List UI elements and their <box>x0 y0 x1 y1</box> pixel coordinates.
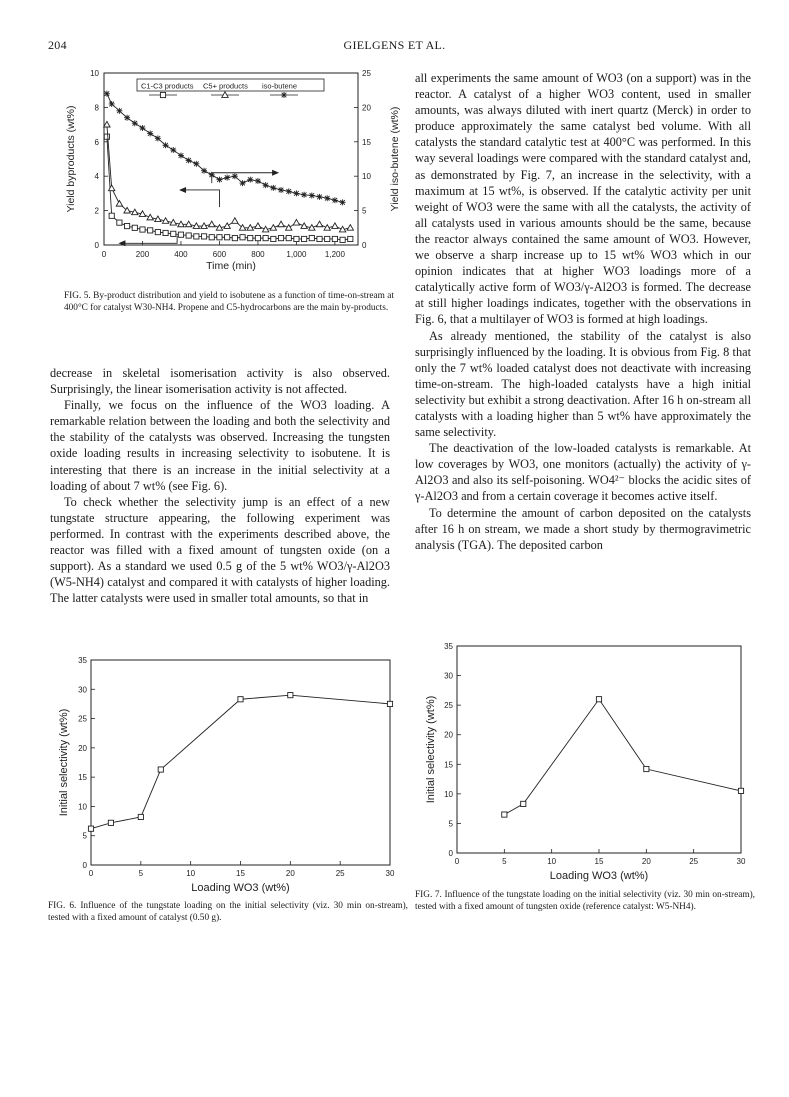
running-title: GIELGENS ET AL. <box>343 38 446 52</box>
y-tick-label: 0 <box>94 241 99 250</box>
y-axis-label: Initial selectivity (wt%) <box>425 695 437 804</box>
y-tick-label: 35 <box>78 656 87 665</box>
data-point <box>644 766 649 771</box>
y-tick-label: 10 <box>78 802 87 812</box>
figure-5-caption: FIG. 5. By-product distribution and yield to isobutene as a function of time-on-stream at 400°C for catalyst W30-NH4. Propene and C5-hydrocarbons are the main by-products. <box>64 291 394 313</box>
x-tick-label: 1,000 <box>286 250 307 259</box>
y-tick-label: 25 <box>78 714 87 724</box>
paragraph: decrease in skeletal isomerisation activity is also observed. Surprisingly, the linear isomerisation activity is not affected. <box>50 366 390 397</box>
paragraph: Finally, we focus on the influence of the WO3 loading. A remarkable relation between the loading and both the selectivity and the stability of the catalysts was observed. Increasing the tungsten oxide loading results in increasing selectivity to isobutene. It is interesting that there is an increase in the initial selectivity at a loading of about 7 wt% (see Fig. 6). <box>50 398 390 493</box>
x-tick-label: 30 <box>736 857 746 866</box>
data-point <box>738 788 743 793</box>
y-tick-label: 0 <box>448 849 453 858</box>
x-tick-label: 600 <box>212 250 227 259</box>
y-tick-label: 15 <box>78 773 87 783</box>
x-tick-label: 5 <box>138 869 144 878</box>
x-tick-label: 10 <box>547 857 557 866</box>
y2-tick-label: 15 <box>362 137 371 147</box>
x-tick-label: 400 <box>174 250 188 259</box>
x-axis-label: Loading WO3 (wt%) <box>549 870 649 882</box>
y-tick-label: 25 <box>444 701 453 711</box>
y-tick-label: 8 <box>94 103 99 113</box>
paragraph: As already mentioned, the stability of the catalyst is also surprisingly influenced by the loading. It is obvious from Fig. 8 that only the 7 wt% loaded catalyst does not deactivate with increasing time-on-stream. The high-loaded catalysts have a high initial selectivity but exhibit a strong deactivation. After 16 h on-stream all catalysts with a loading higher than 5 wt% have approximately the same selectivity. <box>415 328 751 440</box>
y-tick-label: 2 <box>94 206 99 216</box>
x-tick-label: 30 <box>385 869 395 878</box>
legend-entry: C5+ products <box>203 81 248 91</box>
y-tick-label: 10 <box>444 789 453 799</box>
x-tick-label: 0 <box>454 857 460 866</box>
x-tick-label: 25 <box>335 869 345 878</box>
x-tick-label: 15 <box>236 869 245 878</box>
x-tick-label: 5 <box>502 857 507 866</box>
y-tick-label: 30 <box>78 685 87 695</box>
x-tick-label: 25 <box>689 857 699 866</box>
y-axis-label: Yield byproducts (wt%) <box>65 105 77 213</box>
y-tick-label: 6 <box>94 137 99 147</box>
data-point <box>596 697 601 702</box>
x-tick-label: 1,200 <box>324 250 345 259</box>
y-axis-label: Initial selectivity (wt%) <box>58 708 70 817</box>
y2-axis-label: Yield iso-butene (wt%) <box>389 106 401 212</box>
x-tick-label: 200 <box>135 250 150 259</box>
x-tick-label: 15 <box>594 857 604 866</box>
y2-tick-label: 25 <box>362 69 371 78</box>
page-number: 204 <box>48 38 67 52</box>
figure-7-caption: FIG. 7. Influence of the tungstate loading on the initial selectivity (viz. 30 min on-stream), tested with a fixed amount of tungsten oxide (reference catalyst: W5-NH4). <box>415 890 755 912</box>
plot-frame <box>457 646 741 853</box>
y2-tick-label: 0 <box>362 241 367 250</box>
y-tick-label: 10 <box>90 69 99 78</box>
y-tick-label: 5 <box>448 819 453 829</box>
y-tick-label: 30 <box>444 671 453 681</box>
y2-tick-label: 10 <box>362 172 371 182</box>
y-tick-label: 20 <box>444 730 453 740</box>
x-tick-label: 0 <box>88 869 94 878</box>
y2-tick-label: 5 <box>362 206 367 216</box>
x-axis-label: Loading WO3 (wt%) <box>191 882 290 894</box>
y-tick-label: 0 <box>82 861 87 870</box>
paragraph: To check whether the selectivity jump is an effect of a new tungstate structure appearing, the following experiment was performed. In contrast with the experiments described above, the reactor was filled with a fixed amount of tungsten oxide (on a support). As a standard we used 0.5 g of the 5 wt% WO3/γ-Al2O3 (W5-NH4) catalyst and compared it with catalysts of higher loading. The latter catalysts were used in smaller total amounts, so that in <box>50 494 390 606</box>
y-tick-label: 35 <box>444 642 453 651</box>
paragraph: all experiments the same amount of WO3 (on a support) was in the reactor. A catalyst of a higher WO3 content, used in smaller amounts, was always diluted with inert quartz (Merck) in order to produce approximately the same catalyst bed volume. With all catalysts the standard catalytic test at 400°C was performed. In this way several loadings were compared with the standard catalyst and, as demonstrated by Fig. 7, an increase in the selectivity, with a maximum at 15 wt%, is observed. If the catalytic activity per unit weight of WO3 were the same with all the catalysts, the activity of all catalysts used in various amounts should be the same, because the reactor always contained the same amount of WO3. However, we observe a sharp increase up to 15 wt% WO3 which in our opinion indicates that at higher WO3 loadings more of a catalytically active form of WO3/γ-Al2O3 is formed. The decrease at still higher loadings indicates, together with the observations in Fig. 6, that a multilayer of WO3 is formed at high loadings. <box>415 71 751 327</box>
y-tick-label: 15 <box>444 760 453 770</box>
x-tick-label: 20 <box>641 857 651 866</box>
series-line <box>504 699 741 814</box>
y2-tick-label: 20 <box>362 103 371 113</box>
legend-entry: iso-butene <box>262 81 298 91</box>
x-tick-label: 10 <box>186 869 196 878</box>
x-tick-label: 20 <box>285 869 295 878</box>
data-point <box>502 812 507 817</box>
x-tick-label: 0 <box>101 250 107 259</box>
figure-6-caption: FIG. 6. Influence of the tungstate loading on the initial selectivity (viz. 30 min on-stream), tested with a fixed amount of catalyst (0.50 g). <box>48 901 408 923</box>
y-tick-label: 4 <box>94 172 99 182</box>
paragraph: The deactivation of the low-loaded catalysts is remarkable. At low coverages by WO3, one monitors (actually) the activity of γ-Al2O3 and also its self-poisoning. WO4²⁻ blocks the acidic sites of γ-Al2O3 and from a certain coverage it becomes active itself. <box>415 441 751 504</box>
y-tick-label: 5 <box>82 831 87 841</box>
y-tick-label: 20 <box>78 743 87 753</box>
legend-entry: C1-C3 products <box>141 81 194 91</box>
x-tick-label: 800 <box>251 250 265 259</box>
paragraph: To determine the amount of carbon deposited on the catalysts after 16 h on stream, we made a short study by thermogravimetric analysis (TGA). The deposited carbon <box>415 505 751 552</box>
x-axis-label: Time (min) <box>206 260 256 272</box>
data-point <box>521 801 526 806</box>
